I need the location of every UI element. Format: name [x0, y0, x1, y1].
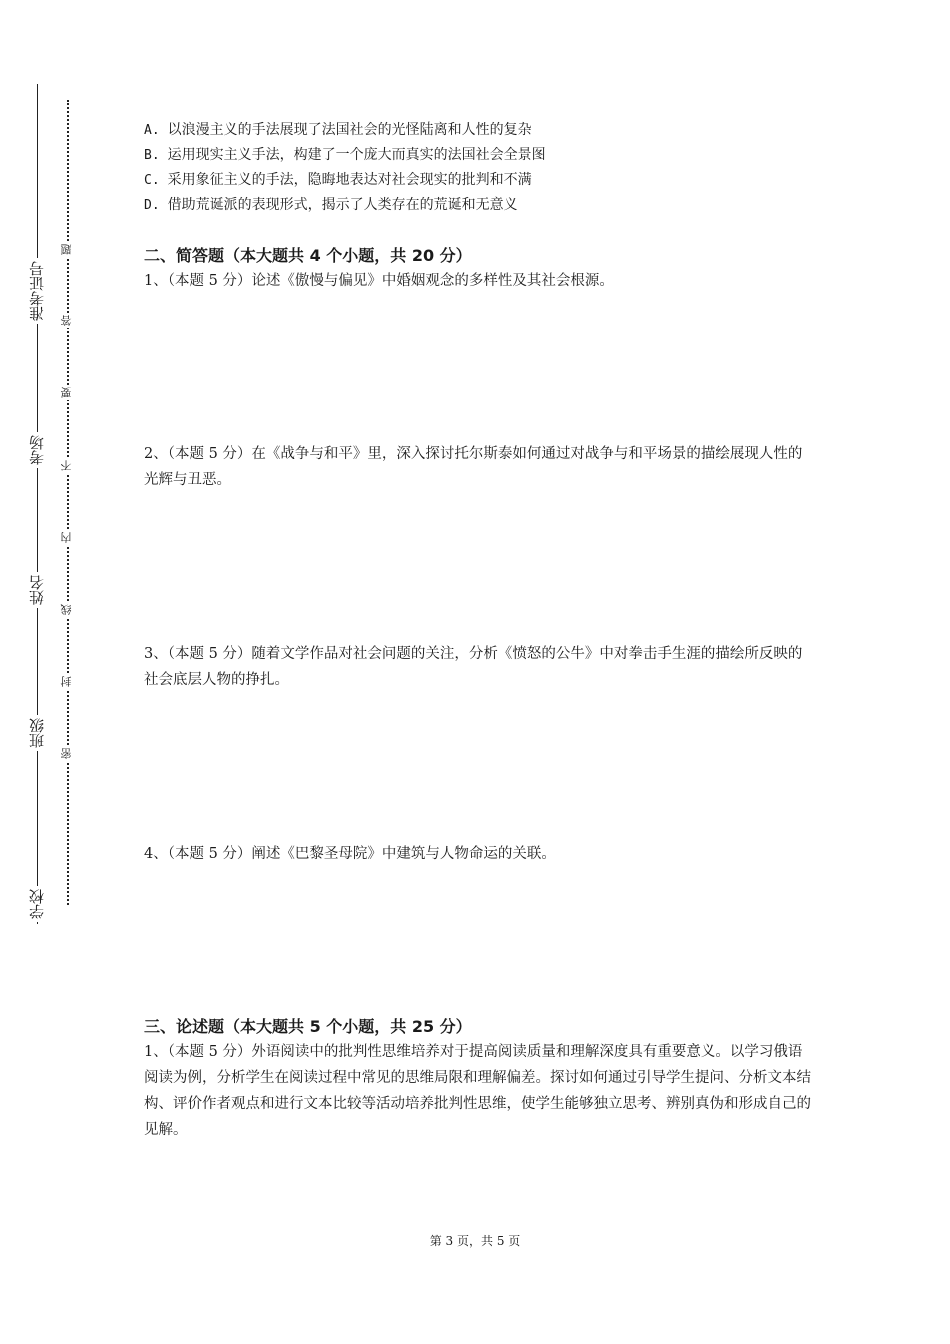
field-exam-number-label: 准考证号 — [22, 258, 52, 324]
binding-line — [37, 84, 38, 924]
short-answer-question-3: 3、（本题 5 分）随着文学作品对社会问题的关注，分析《愤怒的公牛》中对拳击手生涯的描绘所反映的社会底层人物的挣扎。 — [144, 646, 803, 688]
field-exam-room-label: 考场 — [22, 432, 52, 468]
section-essay-title: 三、论述题（本大题共 5 个小题，共 25 分） — [144, 1017, 472, 1036]
short-answer-question-1: 1、（本题 5 分）论述《傲慢与偏见》中婚姻观念的多样性及其社会根源。 — [144, 273, 614, 289]
short-answer-question-2: 2、（本题 5 分）在《战争与和平》里，深入探讨托尔斯泰如何通过对战争与和平场景的描绘展现人性的光辉与丑恶。 — [144, 446, 803, 488]
seal-char: 答 — [59, 313, 77, 328]
seal-dotted-line — [67, 100, 69, 905]
seal-char: 线 — [59, 602, 77, 617]
option-c: C. 采用象征主义的手法，隐晦地表达对社会现实的批判和不满 — [144, 172, 532, 188]
seal-char: 密 — [59, 746, 77, 761]
field-name-label: 姓名 — [22, 572, 52, 608]
option-d: D. 借助荒诞派的表现形式，揭示了人类存在的荒诞和无意义 — [144, 197, 518, 213]
seal-char: 封 — [59, 674, 77, 689]
field-school-label: 学校 — [22, 886, 52, 922]
option-a: A. 以浪漫主义的手法展现了法国社会的光怪陆离和人性的复杂 — [144, 122, 532, 138]
seal-char: 内 — [59, 530, 77, 545]
seal-char: 要 — [59, 385, 77, 400]
field-class-label: 班级 — [22, 715, 52, 751]
option-b: B. 运用现实主义手法，构建了一个庞大而真实的法国社会全景图 — [144, 147, 546, 163]
page-number: 第 3 页，共 5 页 — [429, 1234, 521, 1248]
seal-char: 不 — [59, 458, 77, 473]
short-answer-question-4: 4、（本题 5 分）阐述《巴黎圣母院》中建筑与人物命运的关联。 — [144, 846, 556, 862]
section-short-answer-title: 二、简答题（本大题共 4 个小题，共 20 分） — [144, 246, 472, 265]
essay-question-1: 1、（本题 5 分）外语阅读中的批判性思维培养对于提高阅读质量和理解深度具有重要意义。以学习俄语阅读为例，分析学生在阅读过程中常见的思维局限和理解偏差。探讨如何通过引导学生提问、分析文本结构、评价作者观点和进行文本比较等活动培养批判性思维，使学生能够独立思考、辨别真伪和形成自己的见解。 — [144, 1044, 811, 1138]
seal-char: 题 — [59, 242, 77, 257]
